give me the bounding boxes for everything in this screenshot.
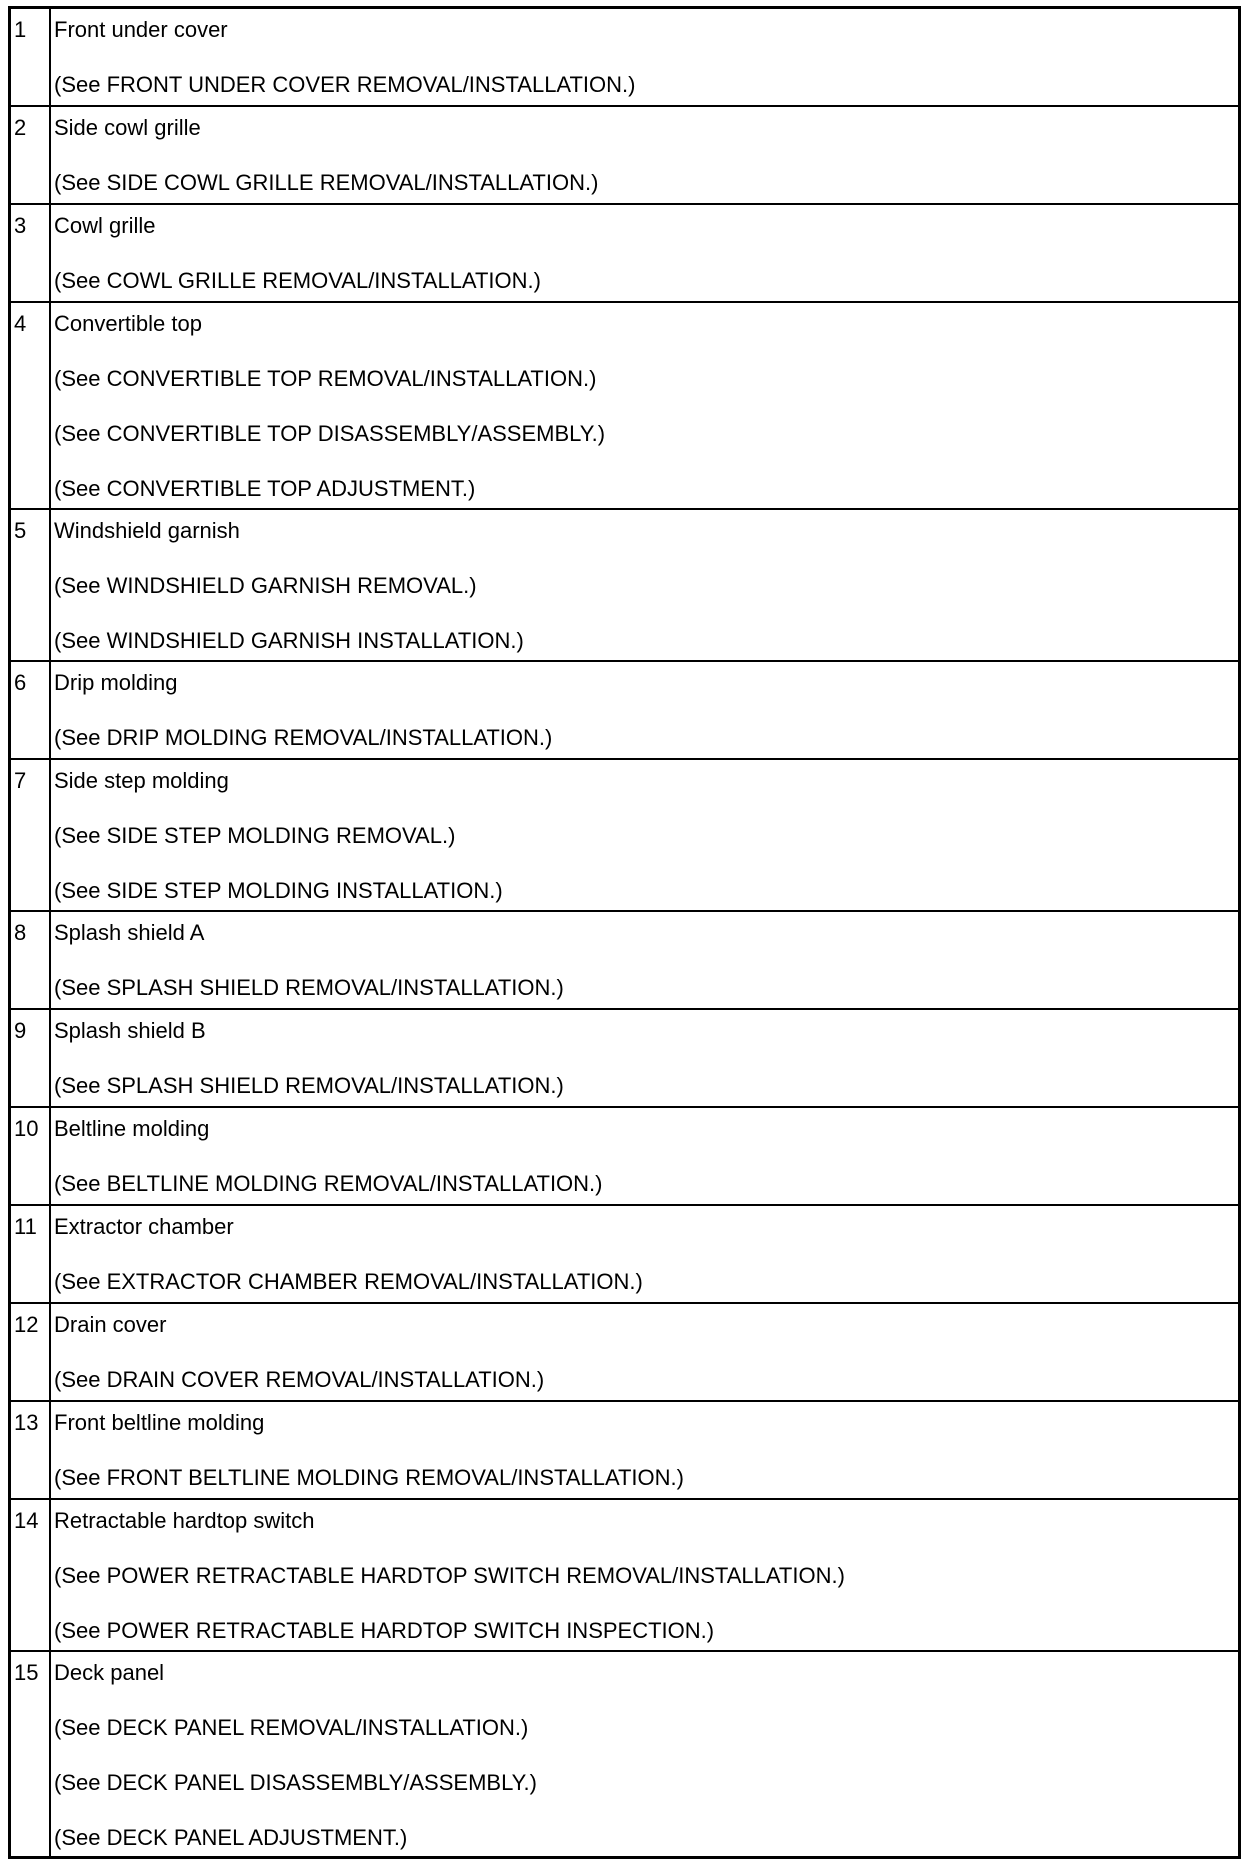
table-row: [10, 509, 1240, 661]
item-number: 5: [10, 509, 51, 661]
table-row: [10, 1651, 1240, 1858]
item-number: 13: [10, 1401, 51, 1499]
parts-table-body: [10, 8, 1240, 1858]
item-content: [50, 1651, 1240, 1858]
procedure-reference: (See SPLASH SHIELD REMOVAL/INSTALLATION.): [54, 974, 564, 1000]
part-name: Side step molding: [54, 767, 229, 793]
item-number: 7: [10, 759, 51, 911]
item-content: [50, 204, 1240, 302]
part-name: Front beltline molding: [54, 1409, 265, 1435]
procedure-reference: (See DRAIN COVER REMOVAL/INSTALLATION.): [54, 1366, 545, 1392]
procedure-reference: (See DECK PANEL REMOVAL/INSTALLATION.): [54, 1714, 529, 1740]
item-content: [50, 1205, 1240, 1303]
part-name: Deck panel: [54, 1659, 165, 1685]
item-content: [50, 1499, 1240, 1651]
table-row: [10, 661, 1240, 759]
item-number: 4: [10, 302, 51, 509]
item-content: [50, 1009, 1240, 1107]
part-name: Retractable hardtop switch: [54, 1507, 315, 1533]
table-row: [10, 759, 1240, 911]
item-content: [50, 509, 1240, 661]
part-name: Splash shield A: [54, 919, 205, 945]
item-content: [50, 911, 1240, 1009]
procedure-reference: (See CONVERTIBLE TOP REMOVAL/INSTALLATION.): [54, 365, 597, 391]
item-content: [50, 1107, 1240, 1205]
table-row: [10, 911, 1240, 1009]
procedure-reference: (See WINDSHIELD GARNISH REMOVAL.): [54, 572, 477, 598]
item-number: 6: [10, 661, 51, 759]
part-name: Convertible top: [54, 310, 202, 336]
procedure-reference: (See DRIP MOLDING REMOVAL/INSTALLATION.): [54, 724, 553, 750]
item-number: 10: [10, 1107, 51, 1205]
item-number: 14: [10, 1499, 51, 1651]
part-name: Front under cover: [54, 17, 228, 42]
procedure-reference: (See COWL GRILLE REMOVAL/INSTALLATION.): [54, 267, 541, 293]
table-row: [10, 8, 1240, 106]
procedure-reference: (See DECK PANEL ADJUSTMENT.): [54, 1824, 408, 1850]
procedure-reference: (See BELTLINE MOLDING REMOVAL/INSTALLATION.): [54, 1170, 603, 1196]
procedure-reference: (See CONVERTIBLE TOP ADJUSTMENT.): [54, 475, 476, 501]
item-content: [50, 759, 1240, 911]
procedure-reference: (See CONVERTIBLE TOP DISASSEMBLY/ASSEMBLY.): [54, 420, 606, 446]
table-row: [10, 1401, 1240, 1499]
item-number: 1: [10, 8, 51, 106]
table-row: [10, 1303, 1240, 1401]
item-number: 2: [10, 106, 51, 204]
item-number: 11: [10, 1205, 51, 1303]
item-number: 3: [10, 204, 51, 302]
part-name: Cowl grille: [54, 212, 156, 238]
table-row: [10, 1107, 1240, 1205]
item-content: [50, 1401, 1240, 1499]
table-row: [10, 1499, 1240, 1651]
procedure-reference: (See SPLASH SHIELD REMOVAL/INSTALLATION.): [54, 1072, 564, 1098]
procedure-reference: (See FRONT UNDER COVER REMOVAL/INSTALLATION.): [54, 72, 636, 97]
item-content: [50, 1303, 1240, 1401]
item-content: [50, 302, 1240, 509]
procedure-reference: (See DECK PANEL DISASSEMBLY/ASSEMBLY.): [54, 1769, 537, 1795]
part-name: Drain cover: [54, 1311, 167, 1337]
part-name: Side cowl grille: [54, 114, 201, 140]
table-row: [10, 1009, 1240, 1107]
part-name: Splash shield B: [54, 1017, 206, 1043]
item-number: 15: [10, 1651, 51, 1858]
part-name: Drip molding: [54, 669, 178, 695]
part-name: Beltline molding: [54, 1115, 210, 1141]
procedure-reference: (See FRONT BELTLINE MOLDING REMOVAL/INSTALLATION.): [54, 1464, 684, 1490]
procedure-reference: (See WINDSHIELD GARNISH INSTALLATION.): [54, 627, 524, 653]
item-number: 12: [10, 1303, 51, 1401]
procedure-reference: (See POWER RETRACTABLE HARDTOP SWITCH REMOVAL/INSTALLATION.): [54, 1562, 845, 1588]
item-content: [50, 8, 1240, 106]
part-name: Windshield garnish: [54, 517, 240, 543]
procedure-reference: (See POWER RETRACTABLE HARDTOP SWITCH INSPECTION.): [54, 1617, 715, 1643]
procedure-reference: (See EXTRACTOR CHAMBER REMOVAL/INSTALLATION.): [54, 1268, 643, 1294]
item-content: [50, 661, 1240, 759]
parts-table: [8, 6, 1241, 1859]
item-content: [50, 106, 1240, 204]
table-row: [10, 204, 1240, 302]
item-number: 9: [10, 1009, 51, 1107]
part-name: Extractor chamber: [54, 1213, 234, 1239]
procedure-reference: (See SIDE STEP MOLDING INSTALLATION.): [54, 877, 503, 903]
table-row: [10, 1205, 1240, 1303]
procedure-reference: (See SIDE COWL GRILLE REMOVAL/INSTALLATION.): [54, 169, 599, 195]
table-row: [10, 106, 1240, 204]
procedure-reference: (See SIDE STEP MOLDING REMOVAL.): [54, 822, 456, 848]
item-number: 8: [10, 911, 51, 1009]
table-row: [10, 302, 1240, 509]
